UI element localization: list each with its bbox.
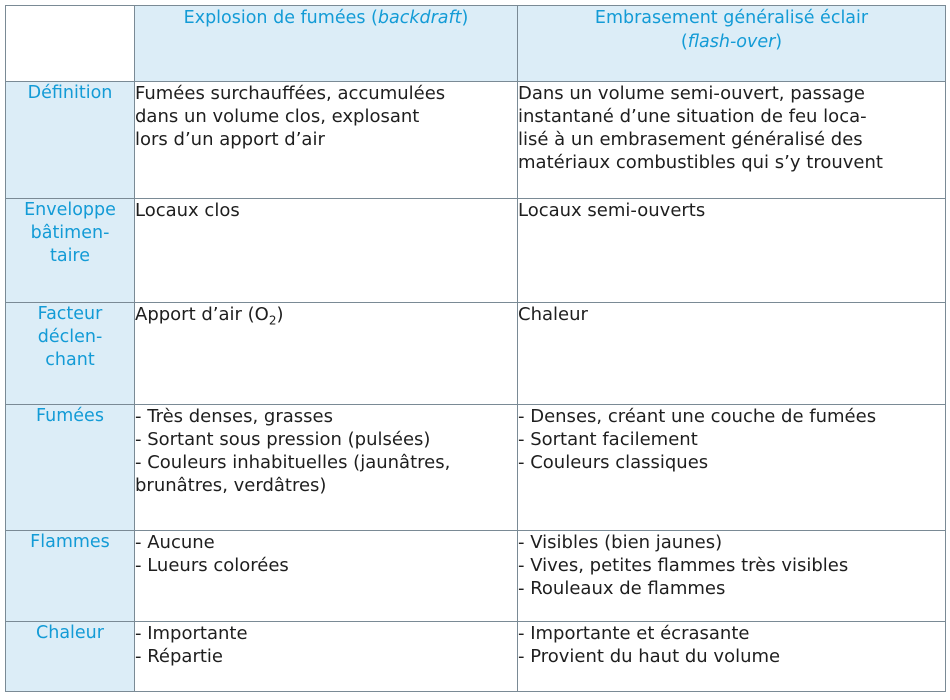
column-header-flashover: Embrasement généralisé éclair (flash-over) (518, 6, 946, 82)
cell-flashover: Dans un volume semi-ouvert, passage instantané d’une situation de feu loca- lisé à un embrasement généralisé des matériaux combustibles qui s’y trouvent (518, 82, 946, 199)
row-header-fumees: Fumées (6, 405, 135, 531)
table-row (6, 405, 946, 531)
cell-flashover: - Denses, créant une couche de fumées - Sortant facilement - Couleurs classiques (518, 405, 946, 531)
cell-backdraft: Locaux clos (135, 199, 518, 303)
row-header-flammes: Flammes (6, 531, 135, 622)
table-row (6, 82, 946, 199)
cell-flashover: Locaux semi-ouverts (518, 199, 946, 303)
cell-backdraft: - Aucune - Lueurs colorées (135, 531, 518, 622)
comparison-table (5, 5, 946, 692)
cell-backdraft: Apport d’air $(O_2)$ (135, 303, 518, 405)
table-row (6, 303, 946, 405)
cell-backdraft: - Très denses, grasses - Sortant sous pression (pulsées) - Couleurs inhabituelles (jaunâtres, brunâtres, verdâtres) (135, 405, 518, 531)
table-row (6, 622, 946, 692)
cell-flashover: - Visibles (bien jaunes) - Vives, petites flammes très visibles - Rouleaux de flammes (518, 531, 946, 622)
corner-cell (6, 6, 135, 82)
table-row (6, 199, 946, 303)
cell-backdraft: - Importante - Répartie (135, 622, 518, 692)
cell-backdraft: Fumées surchauffées, accumulées dans un volume clos, explosant lors d’un apport d’air (135, 82, 518, 199)
header-row (6, 6, 946, 82)
row-header-facteur: Facteur déclen- chant (6, 303, 135, 405)
row-header-chaleur: Chaleur (6, 622, 135, 692)
cell-flashover: Chaleur (518, 303, 946, 405)
row-header-enveloppe: Enveloppe bâtimen- taire (6, 199, 135, 303)
table-row (6, 531, 946, 622)
cell-flashover: - Importante et écrasante - Provient du haut du volume (518, 622, 946, 692)
column-header-backdraft: Explosion de fumées (backdraft) (135, 6, 518, 82)
row-header-definition: Définition (6, 82, 135, 199)
